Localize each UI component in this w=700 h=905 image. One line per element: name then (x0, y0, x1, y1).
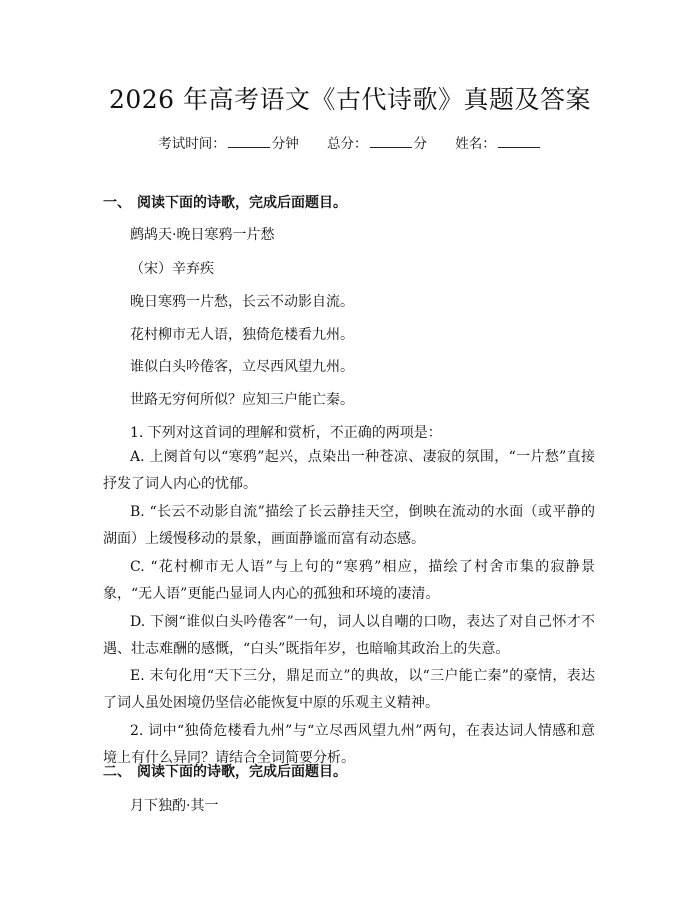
poem-1-line: 世路无穷何所似？应知三户能亡秦。 (130, 392, 354, 408)
option-e: E. 末句化用“天下三分，鼎足而立”的典故，以“三户能亡秦”的豪情，表达了词人虽处困境仍坚信必能恢复中原的乐观主义精神。 (103, 668, 595, 711)
section-2-number: 二、 (103, 764, 131, 780)
section-1-number: 一、 (103, 195, 131, 211)
name-label: 姓名： (455, 136, 496, 152)
option-a: A. 上阕首句以“寒鸦”起兴，点染出一种苍凉、凄寂的氛围，“一片愁”直接抒发了词人内心的忧郁。 (103, 449, 595, 492)
question-1: 1. 下列对这首词的理解和赏析，不正确的两项是： (130, 425, 442, 441)
question-2: 2. 词中“独倚危楼看九州”与“立尽西风望九州”两句，在表达词人情感和意境上有什么异同？请结合全词简要分析。 (103, 723, 595, 766)
score-label: 总分： (327, 136, 368, 152)
poem-1-title: 鹧鸪天·晚日寒鸦一片愁 (130, 227, 275, 243)
option-c: C. “花村柳市无人语”与上句的“寒鸦”相应，描绘了村舍市集的寂静景象，“无人语”更能凸显词人内心的孤独和环境的凄清。 (103, 559, 595, 602)
section-2-heading (103, 761, 347, 781)
section-1-heading (103, 192, 347, 212)
score-unit: 分 (413, 136, 427, 152)
option-d: D. 下阕“谁似白头吟倦客”一句，词人以自嘲的口吻，表达了对自己怀才不遇、壮志难酬的感慨，“白头”既指年岁，也暗喻其政治上的失意。 (103, 614, 595, 657)
total-score (327, 136, 427, 152)
time-label: 考试时间： (158, 136, 226, 152)
poem-1-line: 谁似白头吟倦客，立尽西风望九州。 (130, 359, 354, 375)
poem-2-title: 月下独酌·其一 (130, 798, 219, 814)
time-unit: 分钟 (271, 136, 299, 152)
poem-1-line: 花村柳市无人语，独倚危楼看九州。 (130, 327, 354, 343)
name-blank (498, 135, 540, 148)
time-blank (228, 135, 270, 148)
student-name (455, 136, 542, 152)
page-title: 2026 年高考语文《古代诗歌》真题及答案 (108, 85, 592, 114)
exam-time (158, 136, 299, 152)
score-blank (370, 135, 412, 148)
poem-1-line: 晚日寒鸦一片愁，长云不动影自流。 (130, 294, 354, 310)
poem-1-author: （宋）辛弃疾 (130, 261, 214, 277)
section-2-instruction: 阅读下面的诗歌，完成后面题目。 (137, 764, 347, 780)
option-b: B. “长云不动影自流”描绘了长云静挂天空，倒映在流动的水面（或平静的湖面）上缓慢移动的景象，画面静谧而富有动态感。 (103, 504, 595, 547)
exam-info (0, 132, 700, 152)
section-1-instruction: 阅读下面的诗歌，完成后面题目。 (137, 195, 347, 211)
